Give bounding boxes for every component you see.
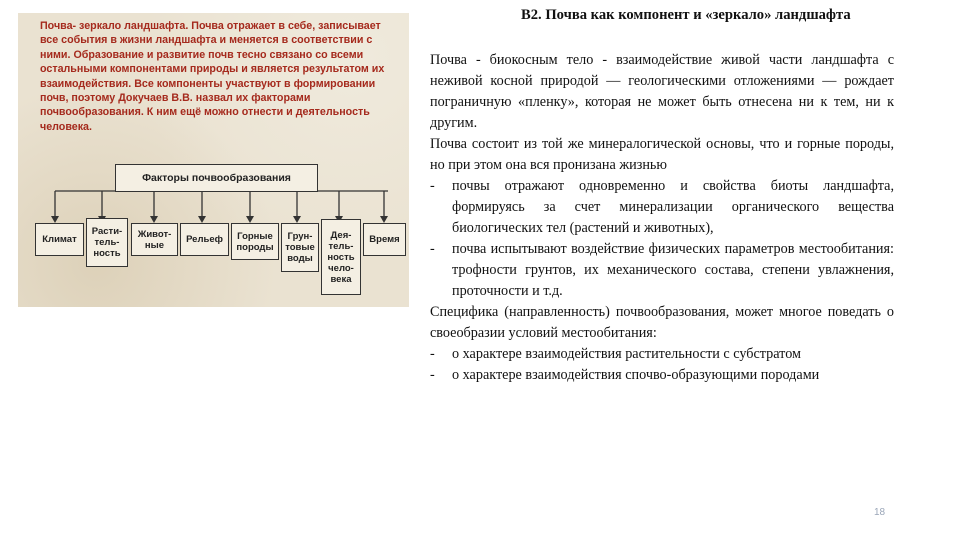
factor-label: Дея- тель- ность чело- века <box>327 229 355 285</box>
factor-climate <box>35 223 84 256</box>
diagram-header-box <box>115 164 318 192</box>
bullet-vegetation-substrate <box>430 344 894 365</box>
factor-label: Расти- тель- ность <box>91 226 123 259</box>
factor-label: Рельеф <box>186 234 223 245</box>
bullet-text: о характере взаимодействия растительности с субстратом <box>452 346 801 362</box>
page-number: 18 <box>874 507 886 518</box>
factor-label: Время <box>369 234 400 245</box>
factor-label: Горные породы <box>236 230 274 253</box>
bullet-text: почвы отражают одновременно и свойства биоты ландшафта, формируясь за счет минерализации органического вещества биологических тел (растений и животных), <box>452 178 894 236</box>
bullet-dash: - <box>430 346 435 362</box>
paragraph-specificity: Специфика (направленность) почвообразования, может многое поведать о своеобразии условий местообитания: <box>430 304 894 341</box>
bullet-physical <box>430 239 894 302</box>
factor-label: Климат <box>42 234 77 245</box>
factor-rocks <box>231 223 279 260</box>
bullet-dash: - <box>430 241 435 257</box>
factor-relief <box>180 223 229 256</box>
slide-body <box>430 50 894 386</box>
paragraph-definition: Почва - биокосным тело - взаимодействие живой части ландшафта с неживой косной природой — геологическими отложениями — рождает пограничную «пленку», которая не может быть отнесена ни к тем, ни к другим. <box>430 52 894 131</box>
factor-label: Живот- ные <box>137 228 172 251</box>
bullet-dash: - <box>430 367 435 383</box>
bullet-text: о характере взаимодействия спочво-образующими породами <box>452 367 820 383</box>
bullet-dash: - <box>430 178 435 194</box>
bullet-parent-rocks <box>430 365 894 386</box>
bullet-text: почва испытывают воздействие физических параметров местообитания: трофности грунтов, их механического состава, степени увлажнения, проточности и т.д. <box>452 241 894 299</box>
panel-caption: Почва- зеркало ландшафта. Почва отражает в себе, записывает все события в жизни ландшафта и меняется в соответствии с ними. Образование и развитие почв тесно связано со всеми остальными компонентами природы и является результатом их взаимодействия. Все компоненты участвуют в формировании почв, поэтому Докучаев В.В. назвал их факторами почвообразования. К ним ещё можно отнести и деятельность человека. <box>40 20 385 133</box>
factor-animals <box>131 223 178 256</box>
diagram-header: Факторы почвообразования <box>142 171 291 184</box>
factor-groundwater <box>281 223 319 272</box>
factor-vegetation <box>86 218 128 267</box>
bullet-biota <box>430 176 894 239</box>
factor-human-activity <box>321 219 361 295</box>
image-panel <box>18 13 409 307</box>
paragraph-composition: Почва состоит из той же минералогической основы, что и горные породы, но при этом она вся пронизана жизнью <box>430 136 894 173</box>
factor-label: Грун- товые воды <box>285 231 315 264</box>
factor-time <box>363 223 406 256</box>
slide-title: В2. Почва как компонент и «зеркало» ландшафта <box>521 7 851 23</box>
